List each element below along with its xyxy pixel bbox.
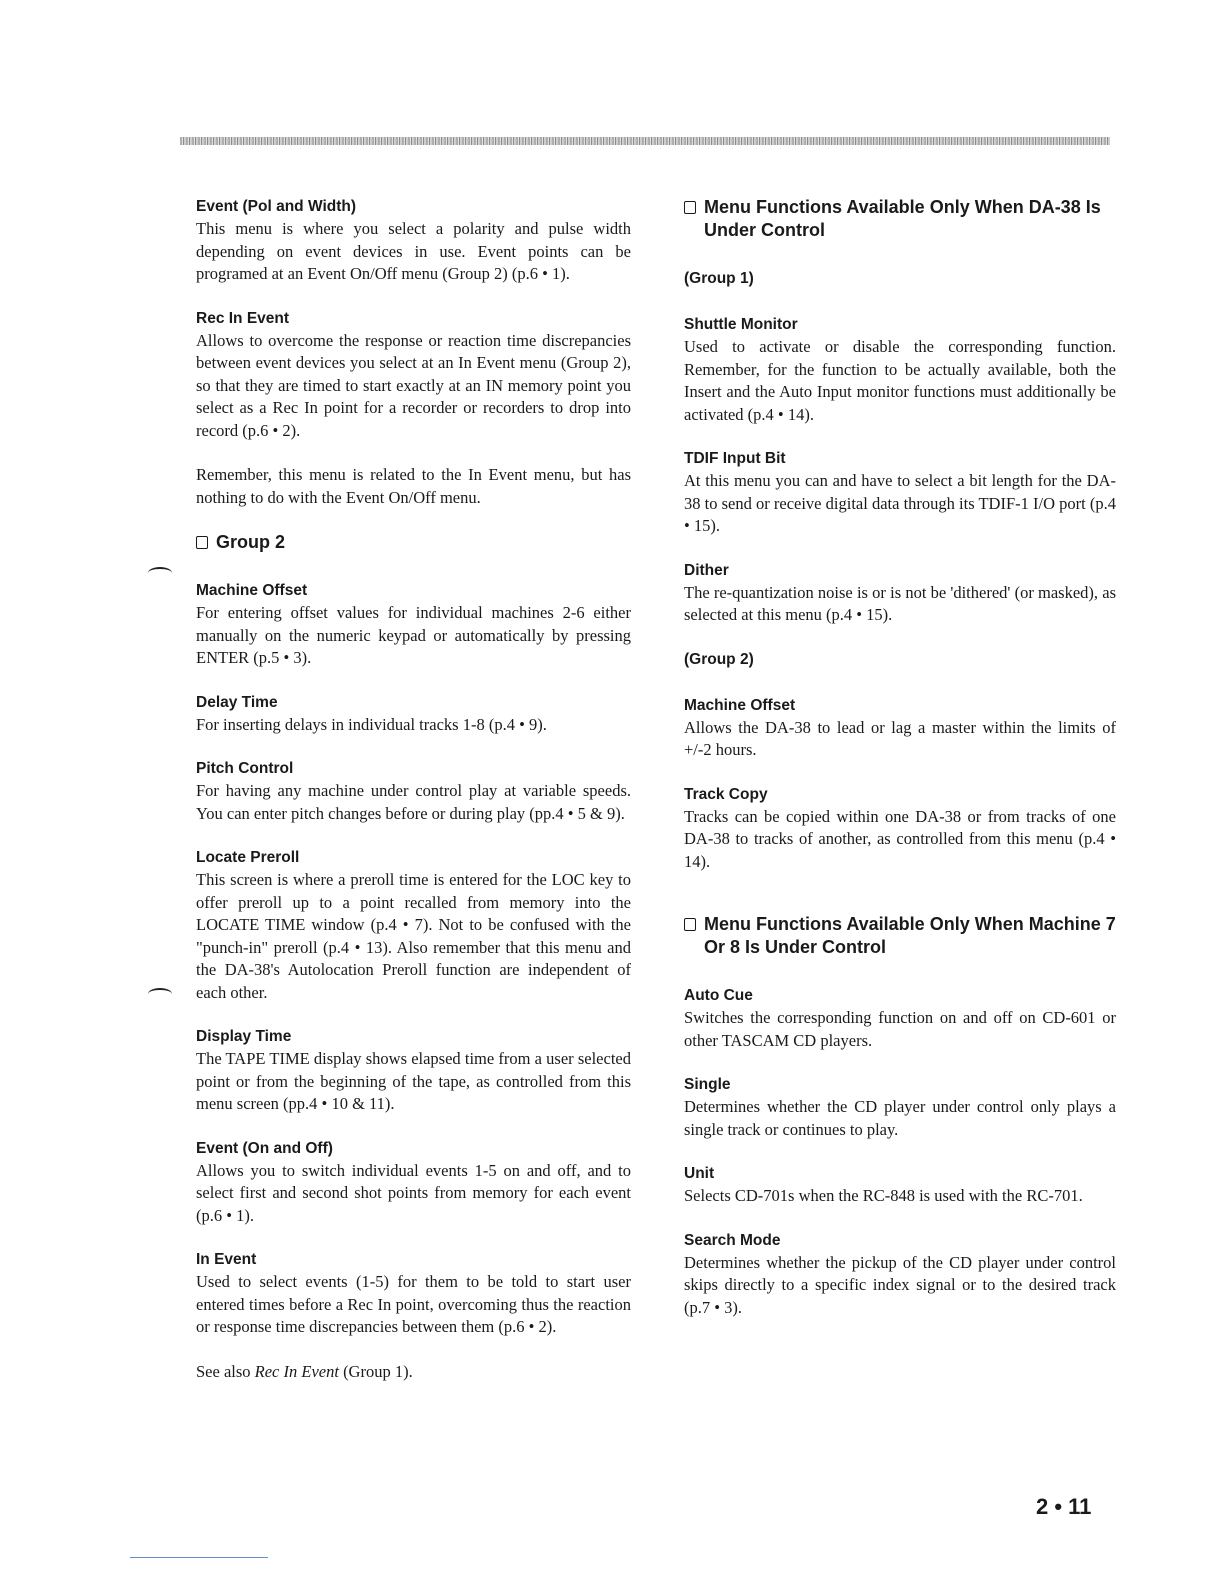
entry-title: Display Time — [196, 1028, 292, 1045]
checkbox-icon — [196, 536, 208, 549]
entry-title: Event (On and Off) — [196, 1139, 333, 1157]
binding-mark — [148, 567, 172, 579]
entry-title: Track Copy — [684, 785, 768, 803]
section-heading-da38 — [684, 196, 1116, 242]
entry-title: Locate Preroll — [196, 849, 300, 866]
entry-body: Used to activate or disable the corresponding function. Remember, for the function to be actually available, both the Insert and the Auto Input monitor functions must additionally be activated (p.4 • 14). — [684, 337, 1116, 424]
entry-dither — [684, 560, 1116, 627]
binding-mark — [148, 988, 172, 1000]
entry-body: For inserting delays in individual tracks 1-8 (p.4 • 9). — [196, 714, 547, 734]
entry-shuttle-monitor — [684, 314, 1116, 426]
entry-body: The TAPE TIME display shows elapsed time from a user selected point or from the beginning of the tape, as controlled from this menu screen (pp.4 • 10 & 11). — [196, 1049, 631, 1113]
group-label: (Group 2) — [684, 650, 754, 668]
see-also-reference: Rec In Event — [254, 1361, 339, 1381]
section-heading-group-2 — [196, 531, 631, 554]
entry-title: Pitch Control — [196, 760, 294, 777]
entry-title: Machine Offset — [684, 696, 796, 714]
entry-body: Determines whether the CD player under control only plays a single track or continues to play. — [684, 1097, 1116, 1139]
header-rule — [180, 137, 1110, 145]
entry-unit — [684, 1163, 1116, 1208]
entry-body: The re-quantization noise is or is not be 'dithered' (or masked), as selected at this menu (p.4 • 15). — [684, 582, 1116, 624]
section-heading-text: Group 2 — [216, 532, 286, 552]
entry-display-time — [196, 1026, 631, 1116]
entry-body: Allows you to switch individual events 1-5 on and off, and to select first and second shot points from memory for each event (p.6 • 1). — [196, 1160, 631, 1225]
see-also-suffix: (Group 1). — [338, 1361, 413, 1381]
entry-title: Machine Offset — [196, 582, 308, 599]
entry-body: Switches the corresponding function on and off on CD-601 or other TASCAM CD players. — [684, 1008, 1116, 1050]
entry-pitch-control — [196, 758, 631, 825]
entry-machine-offset — [196, 580, 631, 670]
entry-locate-preroll — [196, 847, 631, 1004]
entry-title: Auto Cue — [684, 987, 753, 1004]
entry-title: Event (Pol and Width) — [196, 198, 357, 215]
entry-body: Allows the DA-38 to lead or lag a master within the limits of +/-2 hours. — [684, 717, 1116, 759]
right-column — [684, 196, 1116, 1341]
entry-single — [684, 1074, 1116, 1141]
entry-tdif-input-bit — [684, 448, 1116, 538]
checkbox-icon — [684, 918, 696, 931]
entry-title: Dither — [684, 561, 729, 579]
entry-body: Tracks can be copied within one DA-38 or from tracks of one DA-38 to tracks of another, as controlled from this menu (p.4 • 14). — [684, 806, 1116, 871]
entry-body: For entering offset values for individual machines 2-6 either manually on the numeric keypad or automatically by pressing ENTER (p.5 • 3). — [196, 603, 631, 667]
see-also-prefix: See also — [196, 1361, 255, 1381]
entry-title: Shuttle Monitor — [684, 316, 798, 333]
page-number: 2 • 11 — [1036, 1494, 1092, 1519]
entry-machine-offset — [684, 695, 1116, 762]
entry-title: TDIF Input Bit — [684, 450, 786, 467]
entry-search-mode — [684, 1230, 1116, 1320]
entry-title: Rec In Event — [196, 309, 290, 327]
entry-body: This menu is where you select a polarity and pulse width depending on event devices in use. Event points can be programed at an Event On/Off menu (Group 2) (p.6 • 1). — [196, 219, 631, 283]
entry-delay-time — [196, 692, 631, 737]
entry-track-copy — [684, 784, 1116, 874]
entry-in-event — [196, 1249, 631, 1339]
checkbox-icon — [684, 201, 696, 214]
see-also-note — [196, 1361, 631, 1383]
entry-title: In Event — [196, 1251, 257, 1268]
group-label: (Group 1) — [684, 270, 754, 287]
left-column — [196, 196, 631, 1383]
entry-event-pol-width — [196, 196, 631, 286]
entry-title: Single — [684, 1076, 731, 1093]
section-heading-machine-7-8 — [684, 913, 1116, 959]
entry-body: Used to select events (1-5) for them to be told to start user entered times before a Rec In point, overcoming thus the reaction or response time discrepancies between them (p.6 • 2). — [196, 1272, 631, 1336]
entry-rec-in-event — [196, 308, 631, 510]
entry-body: At this menu you can and have to select a bit length for the DA-38 to send or receive digital data through its TDIF-1 I/O port (p.4 • 15). — [684, 471, 1116, 535]
entry-body: For having any machine under control play at variable speeds. You can enter pitch changes before or during play (pp.4 • 5 & 9). — [196, 781, 631, 823]
entry-body: This screen is where a preroll time is entered for the LOC key to offer preroll up to a point recalled from memory into the LOCATE TIME window (p.4 • 7). Not to be confused with the "punch-in" preroll (p.4 • 13). Also remember that this menu and the DA-38's Autolocation Preroll function are independent of each other. — [196, 870, 631, 1002]
entry-event-on-off — [196, 1138, 631, 1228]
entry-title: Unit — [684, 1165, 715, 1182]
section-heading-text: Menu Functions Available Only When DA-38 Is Under Control — [704, 197, 1101, 240]
entry-auto-cue — [684, 985, 1116, 1052]
section-heading-text: Menu Functions Available Only When Machine 7 Or 8 Is Under Control — [704, 914, 1116, 957]
entry-body: Remember, this menu is related to the In Event menu, but has nothing to do with the Event On/Off menu. — [196, 465, 631, 507]
entry-title: Search Mode — [684, 1231, 781, 1249]
entry-body: Selects CD-701s when the RC-848 is used with the RC-701. — [684, 1186, 1083, 1205]
entry-body: Determines whether the pickup of the CD player under control skips directly to a specific index signal or to the desired track (p.7 • 3). — [684, 1252, 1116, 1317]
footer-rule — [130, 1557, 268, 1558]
entry-title: Delay Time — [196, 693, 278, 711]
entry-body: Allows to overcome the response or reaction time discrepancies between event devices you select at an In Event menu (Group 2), so that they are timed to start exactly at an IN memory point you select as a Rec In point for a recorder or recorders to drop into record (p.6 • 2). — [196, 330, 631, 440]
